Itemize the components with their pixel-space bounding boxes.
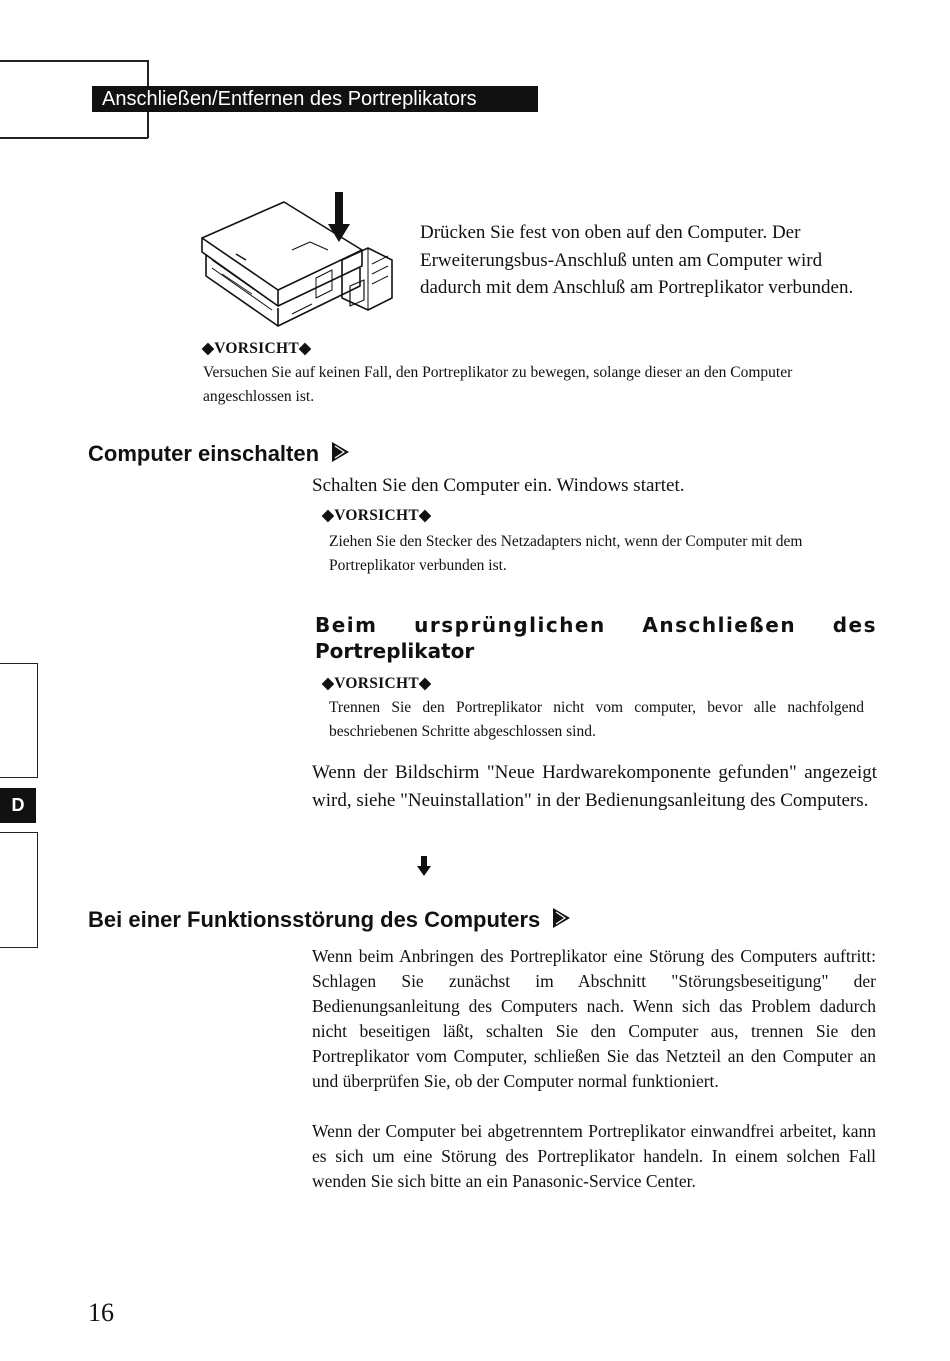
side-tab-box-lower: [0, 832, 38, 948]
caution-text-intro: Versuchen Sie auf keinen Fall, den Portreplikator zu bewegen, solange dieser an den Computer angeschlossen ist.: [203, 364, 793, 405]
intro-paragraph: Drücken Sie fest von oben auf den Computer. Der Erweiterungsbus-Anschluß unten am Computer wird dadurch mit dem Anschluß am Portreplikator verbunden.: [420, 222, 854, 298]
caution-label-intro: ◆VORSICHT◆: [202, 340, 312, 357]
laptop-docking-illustration: [192, 190, 404, 330]
down-arrow-icon: [417, 856, 431, 876]
caution-label-first: ◆VORSICHT◆: [322, 675, 432, 692]
heading-text: Bei einer Funktionsstörung des Computers: [88, 907, 541, 932]
power-on-text: Schalten Sie den Computer ein. Windows startet.: [312, 475, 685, 496]
caution-text-power: Ziehen Sie den Stecker des Netzadapters nicht, wenn der Computer mit dem Portreplikator verbunden ist.: [329, 533, 803, 574]
side-tab-box-upper: [0, 663, 38, 778]
malfunction-paragraph-2: Wenn der Computer bei abgetrenntem Portreplikator einwandfrei arbeitet, kann es sich um eine Störung des Portreplikator handeln. In einem solchen Fall wenden Sie sich bitte an ein Panasonic-Service Center.: [312, 1121, 876, 1191]
heading-first-connection: [315, 612, 877, 664]
heading-line-2: Portreplikator: [315, 639, 475, 663]
page-number: 16: [88, 1298, 114, 1327]
side-tab-label: D: [0, 788, 36, 823]
header-frame-bottom: [0, 137, 148, 139]
play-triangle-icon: [329, 440, 351, 464]
page-header-title: Anschließen/Entfernen des Portreplikators: [92, 86, 538, 112]
malfunction-paragraph-1: Wenn beim Anbringen des Portreplikator eine Störung des Computers auftritt: Schlagen Sie zunächst im Abschnitt "Störungsbeseitigung" der Bedienungsanleitung des Computers nach. Wenn sich das Problem dadurch nicht beseitigen läßt, schalten Sie den Computer aus, trennen Sie den Portreplikator vom Computer, schließen Sie das Netzteil an den Computer an und überprüfen Sie, ob der Computer normal funktioniert.: [312, 946, 876, 1091]
caution-text-first: Trennen Sie den Portreplikator nicht vom computer, bevor alle nachfolgend beschriebenen Schritte abgeschlossen sind.: [329, 699, 864, 740]
heading-malfunction: [88, 906, 572, 933]
first-connection-paragraph: Wenn der Bildschirm "Neue Hardwarekomponente gefunden" angezeigt wird, siehe "Neuinstallation" in der Bedienungsanleitung des Computers.: [312, 762, 877, 811]
header-frame-top: [0, 60, 148, 62]
heading-text: Computer einschalten: [88, 441, 320, 466]
heading-computer-einschalten: [88, 440, 351, 467]
heading-line-1: Beim ursprünglichen Anschließen des: [315, 613, 877, 637]
caution-label-power: ◆VORSICHT◆: [322, 507, 432, 524]
play-triangle-icon: [550, 906, 572, 930]
